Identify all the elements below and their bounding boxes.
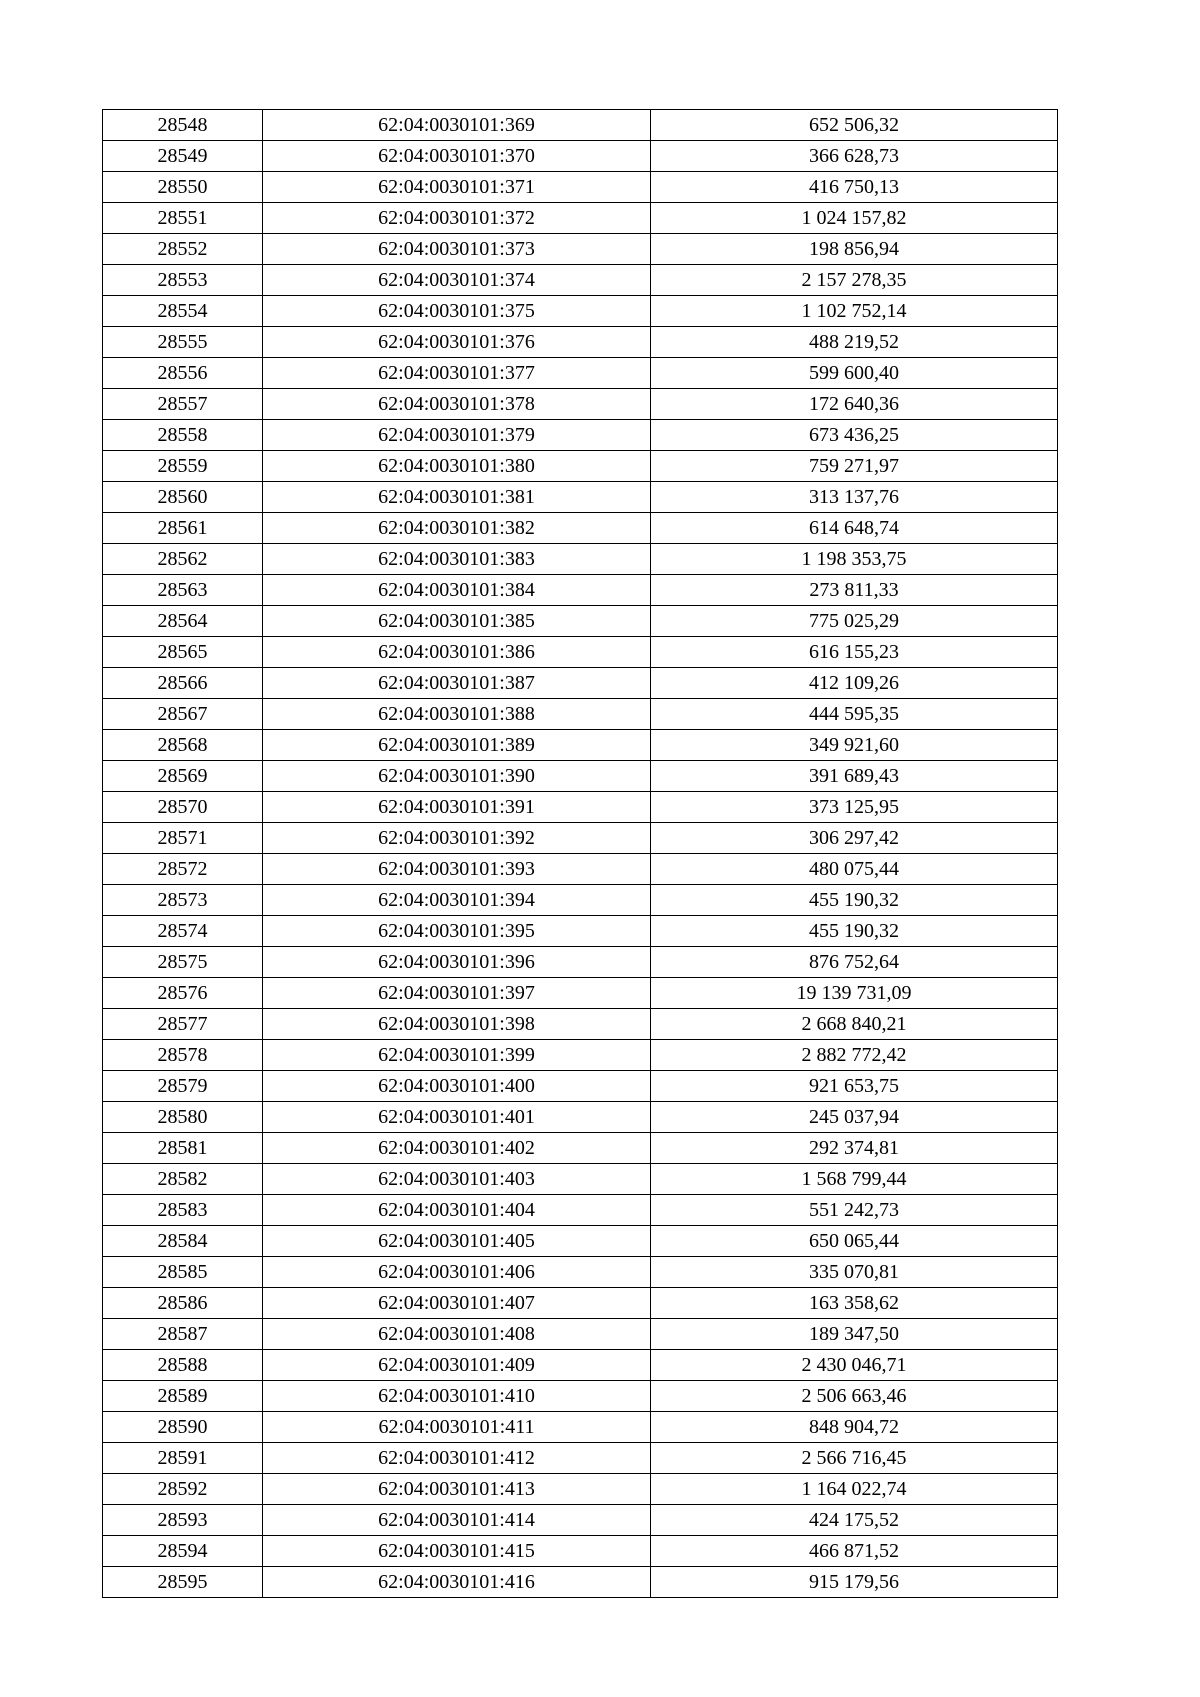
cadastral-number-cell: 62:04:0030101:400 xyxy=(263,1071,651,1102)
cadastral-number-cell: 62:04:0030101:382 xyxy=(263,513,651,544)
table-row xyxy=(103,141,1058,172)
cadastral-value-cell: 876 752,64 xyxy=(651,947,1058,978)
cadastral-number-cell: 62:04:0030101:381 xyxy=(263,482,651,513)
cadastral-number-cell: 62:04:0030101:403 xyxy=(263,1164,651,1195)
row-number-cell: 28578 xyxy=(103,1040,263,1071)
cadastral-number-cell: 62:04:0030101:373 xyxy=(263,234,651,265)
row-number-cell: 28581 xyxy=(103,1133,263,1164)
cadastral-number-cell: 62:04:0030101:376 xyxy=(263,327,651,358)
table-row xyxy=(103,296,1058,327)
cadastral-value-cell: 775 025,29 xyxy=(651,606,1058,637)
cadastral-value-cell: 412 109,26 xyxy=(651,668,1058,699)
cadastral-number-cell: 62:04:0030101:414 xyxy=(263,1505,651,1536)
table-row xyxy=(103,1505,1058,1536)
cadastral-number-cell: 62:04:0030101:379 xyxy=(263,420,651,451)
cadastral-value-cell: 335 070,81 xyxy=(651,1257,1058,1288)
cadastral-value-cell: 189 347,50 xyxy=(651,1319,1058,1350)
table-row xyxy=(103,637,1058,668)
table-row xyxy=(103,1040,1058,1071)
cadastral-value-cell: 273 811,33 xyxy=(651,575,1058,606)
row-number-cell: 28582 xyxy=(103,1164,263,1195)
table-row xyxy=(103,978,1058,1009)
cadastral-value-cell: 2 566 716,45 xyxy=(651,1443,1058,1474)
row-number-cell: 28593 xyxy=(103,1505,263,1536)
row-number-cell: 28588 xyxy=(103,1350,263,1381)
cadastral-value-cell: 488 219,52 xyxy=(651,327,1058,358)
row-number-cell: 28560 xyxy=(103,482,263,513)
cadastral-number-cell: 62:04:0030101:370 xyxy=(263,141,651,172)
table-row xyxy=(103,761,1058,792)
row-number-cell: 28580 xyxy=(103,1102,263,1133)
table-row xyxy=(103,110,1058,141)
cadastral-value-cell: 163 358,62 xyxy=(651,1288,1058,1319)
cadastral-number-cell: 62:04:0030101:372 xyxy=(263,203,651,234)
cadastral-number-cell: 62:04:0030101:384 xyxy=(263,575,651,606)
row-number-cell: 28594 xyxy=(103,1536,263,1567)
table-row xyxy=(103,1319,1058,1350)
table-row xyxy=(103,668,1058,699)
row-number-cell: 28584 xyxy=(103,1226,263,1257)
row-number-cell: 28563 xyxy=(103,575,263,606)
table-body xyxy=(103,110,1058,1598)
row-number-cell: 28569 xyxy=(103,761,263,792)
table-row xyxy=(103,730,1058,761)
cadastral-value-cell: 1 568 799,44 xyxy=(651,1164,1058,1195)
table-row xyxy=(103,389,1058,420)
table-row xyxy=(103,1195,1058,1226)
cadastral-number-cell: 62:04:0030101:387 xyxy=(263,668,651,699)
cadastral-value-cell: 2 157 278,35 xyxy=(651,265,1058,296)
cadastral-number-cell: 62:04:0030101:377 xyxy=(263,358,651,389)
table-row xyxy=(103,482,1058,513)
table-row xyxy=(103,420,1058,451)
row-number-cell: 28585 xyxy=(103,1257,263,1288)
cadastral-number-cell: 62:04:0030101:392 xyxy=(263,823,651,854)
cadastral-value-cell: 673 436,25 xyxy=(651,420,1058,451)
row-number-cell: 28555 xyxy=(103,327,263,358)
cadastral-number-cell: 62:04:0030101:390 xyxy=(263,761,651,792)
row-number-cell: 28577 xyxy=(103,1009,263,1040)
cadastral-value-table xyxy=(102,109,1058,1598)
row-number-cell: 28554 xyxy=(103,296,263,327)
cadastral-number-cell: 62:04:0030101:415 xyxy=(263,1536,651,1567)
table-row xyxy=(103,172,1058,203)
cadastral-value-cell: 616 155,23 xyxy=(651,637,1058,668)
cadastral-number-cell: 62:04:0030101:416 xyxy=(263,1567,651,1598)
table-row xyxy=(103,1133,1058,1164)
table-row xyxy=(103,203,1058,234)
cadastral-value-cell: 2 506 663,46 xyxy=(651,1381,1058,1412)
cadastral-value-cell: 480 075,44 xyxy=(651,854,1058,885)
cadastral-value-cell: 455 190,32 xyxy=(651,916,1058,947)
row-number-cell: 28553 xyxy=(103,265,263,296)
cadastral-value-cell: 455 190,32 xyxy=(651,885,1058,916)
table-row xyxy=(103,1071,1058,1102)
cadastral-number-cell: 62:04:0030101:396 xyxy=(263,947,651,978)
table-row xyxy=(103,327,1058,358)
cadastral-value-cell: 444 595,35 xyxy=(651,699,1058,730)
cadastral-number-cell: 62:04:0030101:398 xyxy=(263,1009,651,1040)
row-number-cell: 28565 xyxy=(103,637,263,668)
cadastral-value-cell: 172 640,36 xyxy=(651,389,1058,420)
cadastral-value-cell: 349 921,60 xyxy=(651,730,1058,761)
row-number-cell: 28568 xyxy=(103,730,263,761)
cadastral-number-cell: 62:04:0030101:402 xyxy=(263,1133,651,1164)
row-number-cell: 28550 xyxy=(103,172,263,203)
cadastral-number-cell: 62:04:0030101:375 xyxy=(263,296,651,327)
cadastral-value-cell: 599 600,40 xyxy=(651,358,1058,389)
row-number-cell: 28575 xyxy=(103,947,263,978)
row-number-cell: 28591 xyxy=(103,1443,263,1474)
row-number-cell: 28595 xyxy=(103,1567,263,1598)
row-number-cell: 28549 xyxy=(103,141,263,172)
table-row xyxy=(103,699,1058,730)
cadastral-number-cell: 62:04:0030101:410 xyxy=(263,1381,651,1412)
row-number-cell: 28558 xyxy=(103,420,263,451)
cadastral-number-cell: 62:04:0030101:411 xyxy=(263,1412,651,1443)
cadastral-value-cell: 19 139 731,09 xyxy=(651,978,1058,1009)
cadastral-value-cell: 650 065,44 xyxy=(651,1226,1058,1257)
table-row xyxy=(103,792,1058,823)
cadastral-number-cell: 62:04:0030101:393 xyxy=(263,854,651,885)
table-row xyxy=(103,1164,1058,1195)
cadastral-number-cell: 62:04:0030101:405 xyxy=(263,1226,651,1257)
cadastral-number-cell: 62:04:0030101:397 xyxy=(263,978,651,1009)
cadastral-number-cell: 62:04:0030101:369 xyxy=(263,110,651,141)
row-number-cell: 28567 xyxy=(103,699,263,730)
row-number-cell: 28556 xyxy=(103,358,263,389)
table-row xyxy=(103,358,1058,389)
cadastral-value-cell: 614 648,74 xyxy=(651,513,1058,544)
row-number-cell: 28566 xyxy=(103,668,263,699)
cadastral-value-cell: 306 297,42 xyxy=(651,823,1058,854)
cadastral-value-cell: 921 653,75 xyxy=(651,1071,1058,1102)
cadastral-value-cell: 551 242,73 xyxy=(651,1195,1058,1226)
row-number-cell: 28559 xyxy=(103,451,263,482)
cadastral-number-cell: 62:04:0030101:391 xyxy=(263,792,651,823)
table-row xyxy=(103,1536,1058,1567)
table-row xyxy=(103,513,1058,544)
cadastral-number-cell: 62:04:0030101:401 xyxy=(263,1102,651,1133)
row-number-cell: 28579 xyxy=(103,1071,263,1102)
cadastral-value-cell: 366 628,73 xyxy=(651,141,1058,172)
cadastral-number-cell: 62:04:0030101:386 xyxy=(263,637,651,668)
table-row xyxy=(103,234,1058,265)
row-number-cell: 28573 xyxy=(103,885,263,916)
cadastral-number-cell: 62:04:0030101:371 xyxy=(263,172,651,203)
table-row xyxy=(103,606,1058,637)
cadastral-number-cell: 62:04:0030101:413 xyxy=(263,1474,651,1505)
row-number-cell: 28589 xyxy=(103,1381,263,1412)
table-row xyxy=(103,575,1058,606)
cadastral-number-cell: 62:04:0030101:407 xyxy=(263,1288,651,1319)
row-number-cell: 28583 xyxy=(103,1195,263,1226)
row-number-cell: 28586 xyxy=(103,1288,263,1319)
cadastral-value-cell: 198 856,94 xyxy=(651,234,1058,265)
cadastral-value-cell: 416 750,13 xyxy=(651,172,1058,203)
cadastral-number-cell: 62:04:0030101:385 xyxy=(263,606,651,637)
cadastral-value-cell: 466 871,52 xyxy=(651,1536,1058,1567)
cadastral-value-cell: 2 882 772,42 xyxy=(651,1040,1058,1071)
row-number-cell: 28562 xyxy=(103,544,263,575)
row-number-cell: 28571 xyxy=(103,823,263,854)
cadastral-value-cell: 848 904,72 xyxy=(651,1412,1058,1443)
table-row xyxy=(103,1474,1058,1505)
cadastral-value-cell: 313 137,76 xyxy=(651,482,1058,513)
cadastral-number-cell: 62:04:0030101:378 xyxy=(263,389,651,420)
row-number-cell: 28557 xyxy=(103,389,263,420)
cadastral-value-cell: 391 689,43 xyxy=(651,761,1058,792)
cadastral-value-cell: 245 037,94 xyxy=(651,1102,1058,1133)
cadastral-value-cell: 424 175,52 xyxy=(651,1505,1058,1536)
table-row xyxy=(103,1288,1058,1319)
table-row xyxy=(103,1443,1058,1474)
row-number-cell: 28587 xyxy=(103,1319,263,1350)
row-number-cell: 28576 xyxy=(103,978,263,1009)
cadastral-number-cell: 62:04:0030101:404 xyxy=(263,1195,651,1226)
cadastral-value-cell: 373 125,95 xyxy=(651,792,1058,823)
cadastral-value-cell: 1 198 353,75 xyxy=(651,544,1058,575)
cadastral-number-cell: 62:04:0030101:408 xyxy=(263,1319,651,1350)
table-row xyxy=(103,1226,1058,1257)
cadastral-number-cell: 62:04:0030101:399 xyxy=(263,1040,651,1071)
row-number-cell: 28570 xyxy=(103,792,263,823)
table-row xyxy=(103,544,1058,575)
table-row xyxy=(103,1567,1058,1598)
table-row xyxy=(103,823,1058,854)
cadastral-value-cell: 1 164 022,74 xyxy=(651,1474,1058,1505)
row-number-cell: 28590 xyxy=(103,1412,263,1443)
cadastral-number-cell: 62:04:0030101:388 xyxy=(263,699,651,730)
table-row xyxy=(103,1102,1058,1133)
table-row xyxy=(103,1412,1058,1443)
cadastral-value-cell: 1 024 157,82 xyxy=(651,203,1058,234)
table-row xyxy=(103,885,1058,916)
table-row xyxy=(103,947,1058,978)
table-row xyxy=(103,265,1058,296)
row-number-cell: 28552 xyxy=(103,234,263,265)
table-row xyxy=(103,1381,1058,1412)
table-row xyxy=(103,451,1058,482)
cadastral-number-cell: 62:04:0030101:383 xyxy=(263,544,651,575)
row-number-cell: 28561 xyxy=(103,513,263,544)
cadastral-number-cell: 62:04:0030101:380 xyxy=(263,451,651,482)
cadastral-value-cell: 759 271,97 xyxy=(651,451,1058,482)
cadastral-value-cell: 292 374,81 xyxy=(651,1133,1058,1164)
cadastral-value-cell: 2 430 046,71 xyxy=(651,1350,1058,1381)
table-row xyxy=(103,1257,1058,1288)
row-number-cell: 28548 xyxy=(103,110,263,141)
cadastral-number-cell: 62:04:0030101:406 xyxy=(263,1257,651,1288)
table-row xyxy=(103,1350,1058,1381)
cadastral-number-cell: 62:04:0030101:395 xyxy=(263,916,651,947)
cadastral-value-cell: 1 102 752,14 xyxy=(651,296,1058,327)
row-number-cell: 28592 xyxy=(103,1474,263,1505)
cadastral-number-cell: 62:04:0030101:412 xyxy=(263,1443,651,1474)
cadastral-value-cell: 2 668 840,21 xyxy=(651,1009,1058,1040)
cadastral-number-cell: 62:04:0030101:394 xyxy=(263,885,651,916)
cadastral-number-cell: 62:04:0030101:389 xyxy=(263,730,651,761)
cadastral-number-cell: 62:04:0030101:374 xyxy=(263,265,651,296)
cadastral-number-cell: 62:04:0030101:409 xyxy=(263,1350,651,1381)
table-row xyxy=(103,854,1058,885)
row-number-cell: 28572 xyxy=(103,854,263,885)
cadastral-value-cell: 915 179,56 xyxy=(651,1567,1058,1598)
row-number-cell: 28574 xyxy=(103,916,263,947)
table-row xyxy=(103,916,1058,947)
cadastral-value-cell: 652 506,32 xyxy=(651,110,1058,141)
table-row xyxy=(103,1009,1058,1040)
row-number-cell: 28564 xyxy=(103,606,263,637)
row-number-cell: 28551 xyxy=(103,203,263,234)
